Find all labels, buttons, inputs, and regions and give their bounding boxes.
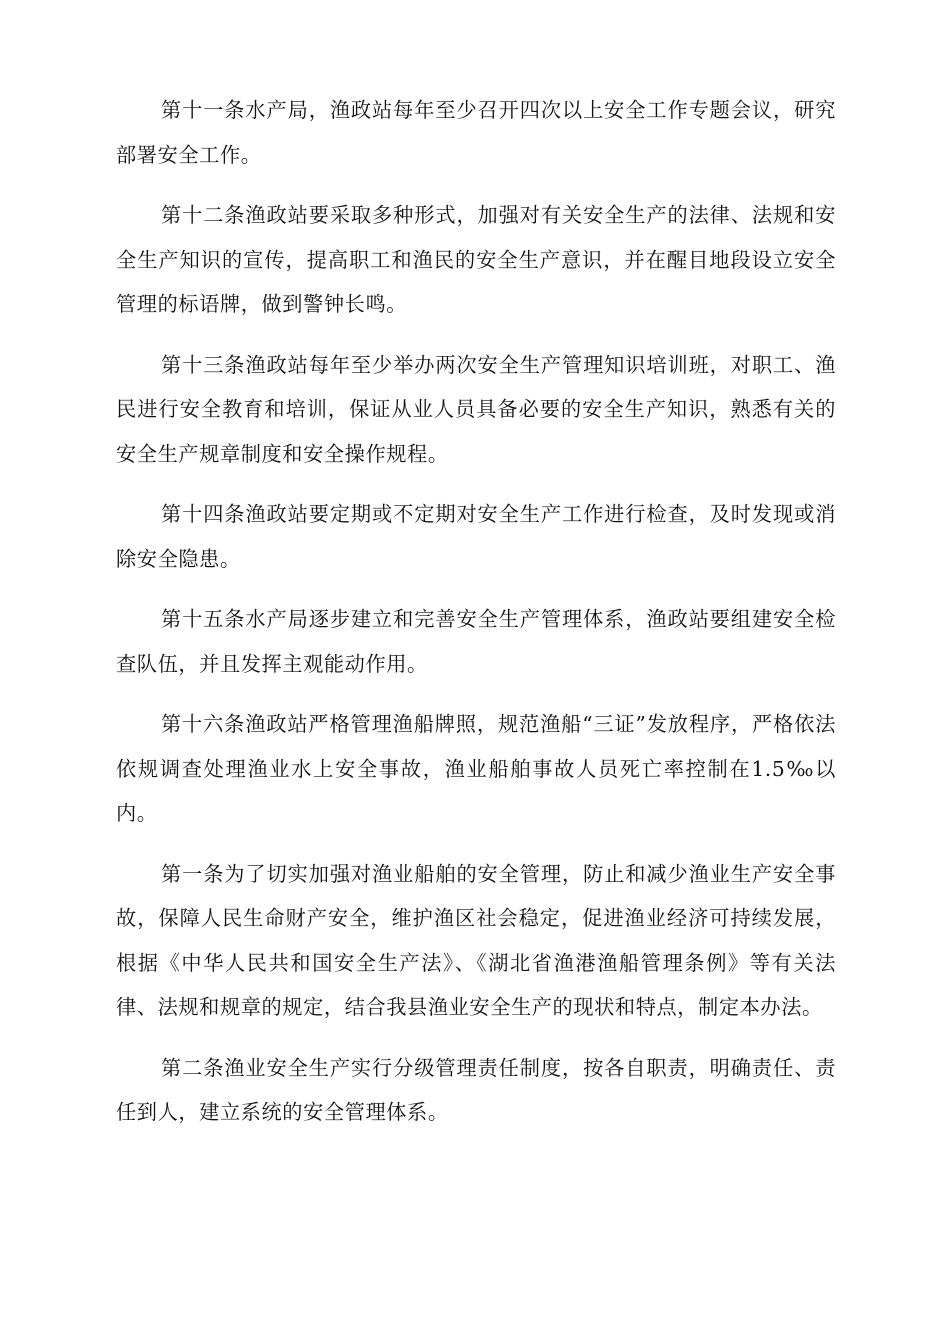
article-13-paragraph: 第十三条渔政站每年至少举办两次安全生产管理知识培训班，对职工、渔民进行安全教育和培训，保证从业人员具备必要的安全生产知识，熟悉有关的安全生产规章制度和安全操作规程。 — [116, 352, 836, 466]
article-1-paragraph: 第一条为了切实加强对渔业船舶的安全管理，防止和减少渔业生产安全事故，保障人民生命财产安全，维护渔区社会稳定，促进渔业经济可持续发展，根据《中华人民共和国安全生产法》、《湖北省渔港渔船管理条例》等有关法律、法规和规章的规定，结合我县渔业安全生产的现状和特点，制定本办法。 — [116, 861, 836, 1019]
article-14-paragraph: 第十四条渔政站要定期或不定期对安全生产工作进行检查，及时发现或消除安全隐患。 — [116, 502, 836, 571]
article-2-paragraph: 第二条渔业安全生产实行分级管理责任制度，按各自职责，明确责任、责任到人，建立系统的安全管理体系。 — [116, 1055, 836, 1124]
article-16-paragraph: 第十六条渔政站严格管理渔船牌照，规范渔船“三证”发放程序，严格依法依规调查处理渔业水上安全事故，渔业船舶事故人员死亡率控制在1.5‰以内。 — [116, 712, 836, 825]
article-11-paragraph: 第十一条水产局，渔政站每年至少召开四次以上安全工作专题会议，研究部署安全工作。 — [116, 98, 836, 167]
article-12-paragraph: 第十二条渔政站要采取多种形式，加强对有关安全生产的法律、法规和安全生产知识的宣传，提高职工和渔民的安全生产意识，并在醒目地段设立安全管理的标语牌，做到警钟长鸣。 — [116, 203, 836, 316]
document-body — [116, 88, 836, 1151]
article-15-paragraph: 第十五条水产局逐步建立和完善安全生产管理体系，渔政站要组建安全检查队伍，并且发挥主观能动作用。 — [116, 607, 836, 676]
